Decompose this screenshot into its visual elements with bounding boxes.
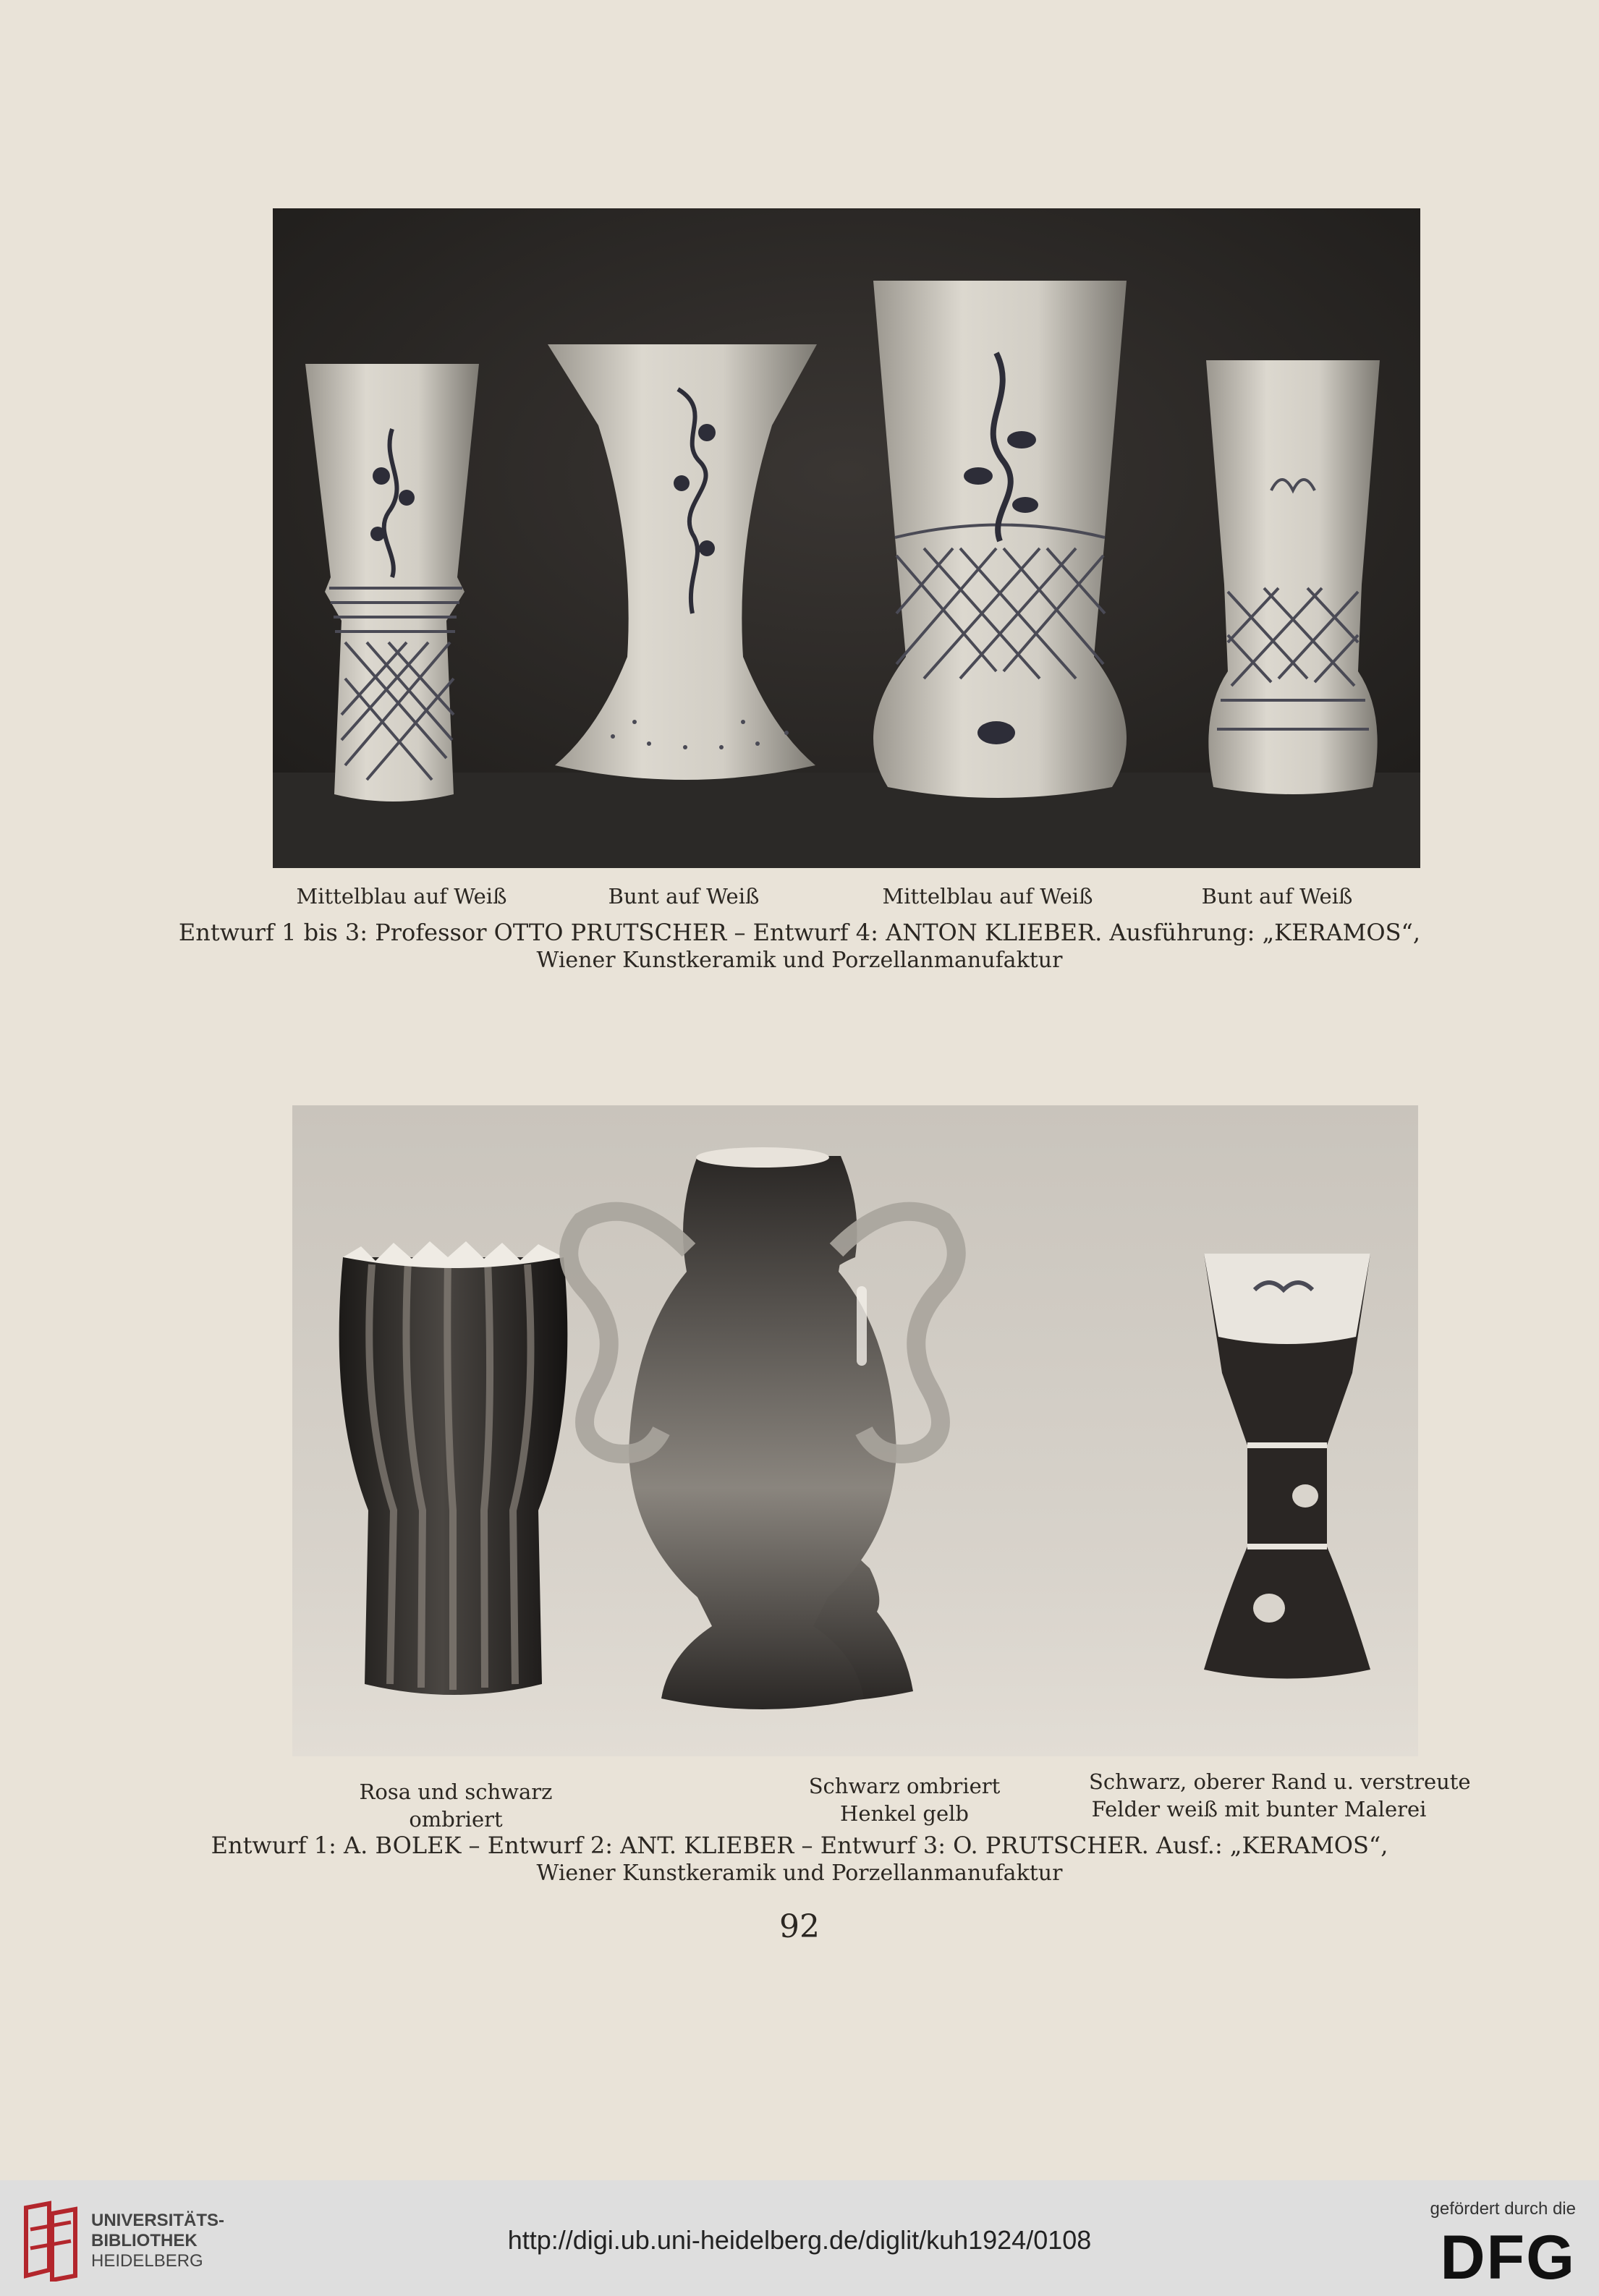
- caption-goblet-vase-line1: Schwarz, oberer Rand u. verstreute: [1089, 1769, 1471, 1794]
- permalink-url[interactable]: http://digi.ub.uni-heidelberg.de/diglit/kuh1924/0108: [507, 2225, 1092, 2255]
- page-number: 92: [779, 1908, 820, 1945]
- credit-line-top-1: Entwurf 1 bis 3: Professor OTTO PRUTSCHER – Entwurf 4: ANTON KLIEBER. Ausführung: „KERAMOS“,: [178, 919, 1421, 946]
- library-name-line3: HEIDELBERG: [91, 2251, 203, 2271]
- caption-vase-4: Bunt auf Weiß: [1201, 884, 1353, 909]
- caption-amphora-line2: Henkel gelb: [840, 1801, 969, 1826]
- caption-ribbed-vase-line2: ombriert: [409, 1807, 503, 1832]
- caption-goblet-vase-line2: Felder weiß mit bunter Malerei: [1091, 1797, 1427, 1821]
- caption-vase-1: Mittelblau auf Weiß: [296, 884, 507, 909]
- credit-line-bottom-1: Entwurf 1: A. BOLEK – Entwurf 2: ANT. KLIEBER – Entwurf 3: O. PRUTSCHER. Ausf.: „KERAMOS“,: [211, 1832, 1388, 1859]
- library-name-line2: BIBLIOTHEK: [91, 2231, 198, 2250]
- vase-photo-bottom: [292, 1105, 1418, 1756]
- vase-photo-top: [273, 208, 1420, 868]
- vase-4: [1206, 360, 1380, 794]
- caption-ribbed-vase-line1: Rosa und schwarz: [359, 1780, 553, 1804]
- library-name-line1: UNIVERSITÄTS-: [91, 2211, 225, 2230]
- credit-line-bottom-2: Wiener Kunstkeramik und Porzellanmanufaktur: [536, 1861, 1063, 1886]
- vase-ribbed: [339, 1241, 568, 1695]
- caption-ribbed-vase: [347, 1778, 564, 1833]
- footer-bar: [0, 2180, 1599, 2296]
- funded-by-label: gefördert durch die: [1430, 2199, 1576, 2219]
- vase-photo-bottom-image: [292, 1105, 1418, 1756]
- caption-amphora-line1: Schwarz ombriert: [808, 1774, 1001, 1798]
- credit-line-top-2: Wiener Kunstkeramik und Porzellanmanufaktur: [536, 948, 1063, 973]
- caption-amphora: [796, 1772, 1013, 1827]
- vase-3: [873, 281, 1127, 798]
- vase-photo-top-image: [273, 208, 1420, 868]
- dfg-logo: DFG: [1440, 2223, 1576, 2292]
- caption-goblet-vase: [1089, 1768, 1471, 1823]
- caption-vase-3: Mittelblau auf Weiß: [882, 884, 1093, 909]
- caption-vase-2: Bunt auf Weiß: [608, 884, 760, 909]
